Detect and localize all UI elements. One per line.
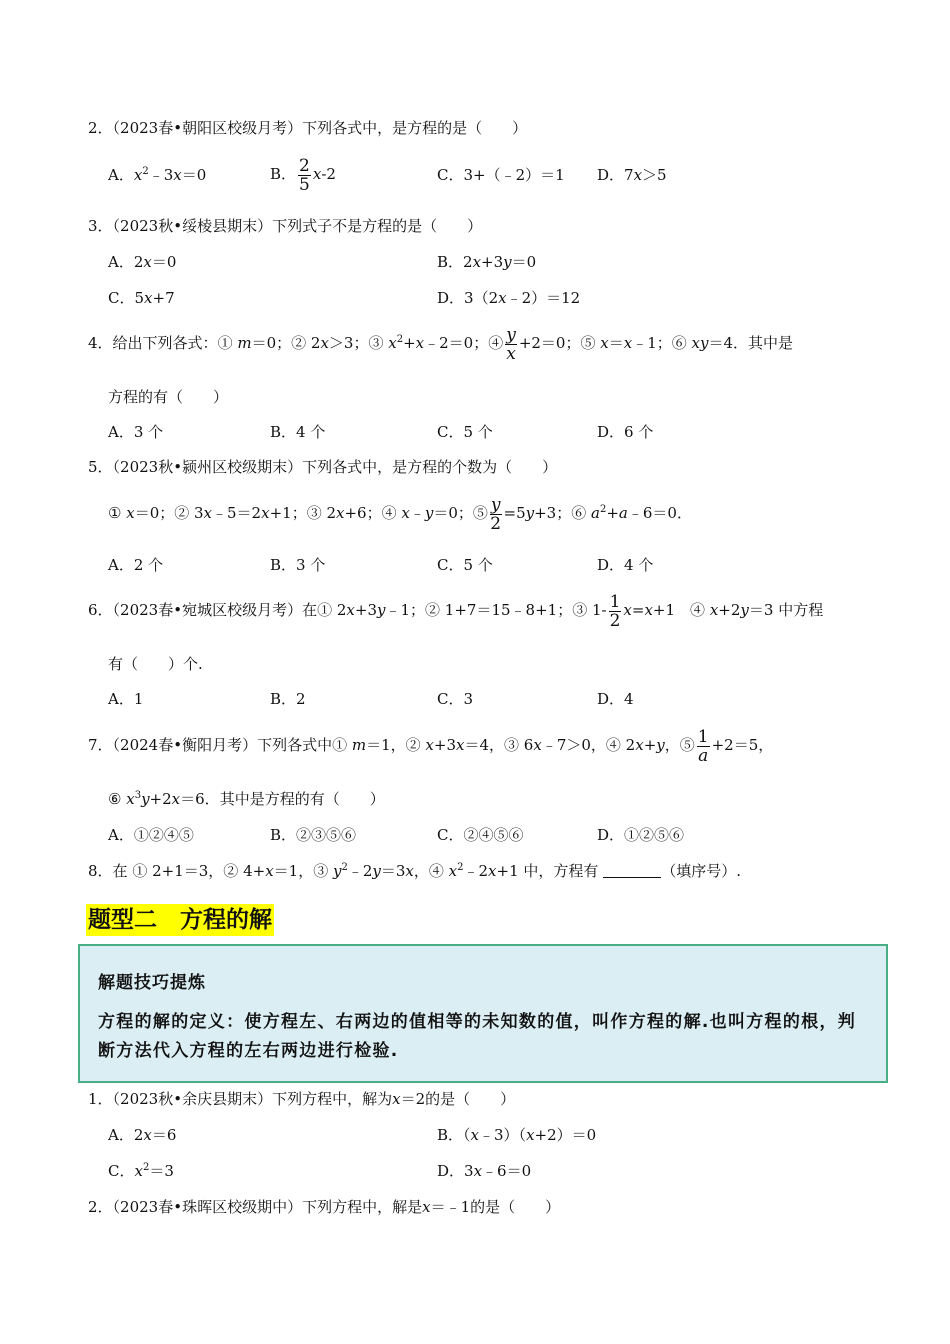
q2-option-c[interactable]	[437, 165, 565, 185]
p2-text-tail: 的是（ ）	[470, 1198, 561, 1216]
p1-option-d[interactable]: D．3x﹣6＝0	[437, 1162, 532, 1180]
q4-option-a[interactable]	[108, 422, 163, 442]
q3-option-a[interactable]: A．2x＝0	[108, 253, 177, 271]
q3-option-b[interactable]: B．2x+3y＝0	[437, 253, 537, 271]
option-text: A．2 个	[108, 556, 164, 574]
q5-option-a[interactable]	[108, 555, 163, 575]
q7-option-b[interactable]	[270, 825, 356, 845]
q5-option-d[interactable]	[597, 555, 653, 575]
q5-stem	[88, 457, 557, 477]
q6-line2	[108, 654, 203, 674]
p1-number: 1．	[88, 1090, 113, 1108]
option-text: C．5 个	[437, 556, 493, 574]
fraction: $\frac{y}{x}$	[506, 324, 516, 364]
q7-source: （2024春•衡阳月考）	[112, 736, 258, 754]
q4-text: 给出下列各式：	[112, 334, 218, 352]
section-heading: 题型二 方程的解	[86, 904, 274, 936]
q2-option-d[interactable]: D．7x＞5	[597, 166, 667, 184]
option-label: A．	[108, 1126, 134, 1144]
p1-option-a[interactable]: A．2x＝6	[108, 1126, 177, 1144]
option-text: B．2	[270, 690, 306, 708]
option-label: B．	[437, 1126, 464, 1144]
q6-text-cont: 有（ ）个.	[108, 655, 203, 673]
q4-option-b[interactable]	[270, 422, 325, 442]
option-label: B．	[270, 165, 297, 183]
q8-tail: 中，方程有	[523, 862, 599, 880]
tip-text: 方程的解的定义：使方程左、右两边的值相等的未知数的值，叫作方程的解.也叫方程的根，判断方法代入方程的左右两边进行检验.	[98, 1012, 857, 1061]
option-text: B．②③⑤⑥	[270, 826, 357, 844]
p1-stem: 1．（2023秋•余庆县期末）下列方程中，解为x＝2的是（ ）	[88, 1090, 516, 1108]
tip-box	[78, 944, 888, 1083]
q4-option-c[interactable]	[437, 422, 493, 442]
p1-option-c[interactable]: C．$x^2=3$	[108, 1162, 174, 1180]
fraction: $\frac{1}{2}$	[609, 591, 621, 631]
q6-number: 6．	[88, 601, 113, 619]
q4-number: 4．	[88, 334, 113, 352]
q7-option-d[interactable]	[597, 825, 684, 845]
q2-stem	[88, 118, 527, 138]
q3-option-d[interactable]: D．3（2x﹣2）＝12	[437, 289, 581, 307]
q2-option-b[interactable]: B． $\frac{2}{5}$ x-2	[270, 155, 336, 195]
q7-number: 7．	[88, 736, 113, 754]
q5-text: 下列各式中，是方程的个数为（ ）	[302, 458, 558, 476]
option-text: D．6 个	[597, 423, 654, 441]
q8-stem: 8．在 ① 2+1＝3，② 4+x＝1，③ $y^2﹣2y=3x$，④ $x^2﹣2x+1$ 中，方程有 （填序号）.	[88, 862, 741, 880]
option-label: C．	[108, 289, 135, 307]
option-label: A．	[108, 253, 134, 271]
option-label: D．	[437, 289, 465, 307]
option-label: A．	[108, 166, 134, 184]
q4-stem: 4．给出下列各式：① m＝0；② 2x＞3；③ $x^2+x﹣2=0$；④ $\frac{y}{x}$ +2＝0；⑤ x＝x﹣1；⑥ xy＝4．其中是	[88, 324, 794, 364]
option-text: C．②④⑤⑥	[437, 826, 524, 844]
p1-text: 下列方程中，解为	[272, 1090, 393, 1108]
p1-option-b[interactable]: B．（x﹣3）（x+2）＝0	[437, 1126, 597, 1144]
option-text: A．3 个	[108, 423, 164, 441]
q5-option-c[interactable]	[437, 555, 493, 575]
q7-text: 下列各式中	[257, 736, 333, 754]
q6-tail: 中方程	[778, 601, 824, 619]
fraction	[298, 157, 311, 194]
q3-option-c[interactable]: C．5x+7	[108, 289, 175, 307]
p2-text: 下列方程中，解是	[302, 1198, 423, 1216]
q2-text: 下列各式中，是方程的是（ ）	[302, 119, 528, 137]
q7-line2: ⑥ $x^3y+2x=6$．其中是方程的有（ ）	[108, 790, 385, 808]
q3-source: （2023秋•绥棱县期末）	[112, 217, 273, 235]
option-text: B．4 个	[270, 423, 326, 441]
q8-text: 在	[112, 862, 128, 880]
q2-option-a[interactable]: A．$x^2﹣3x=0$	[108, 166, 207, 184]
fraction: $\frac{y}{2}$	[490, 494, 502, 534]
option-text: C．5 个	[437, 423, 493, 441]
option-label: D．	[437, 1162, 465, 1180]
q4-option-d[interactable]	[597, 422, 653, 442]
q2-number: 2．	[88, 119, 113, 137]
p2-source: （2023春•珠晖区校级期中）	[112, 1198, 303, 1216]
option-text: D．①②⑤⑥	[597, 826, 685, 844]
q6-option-a[interactable]	[108, 689, 143, 709]
answer-blank[interactable]	[603, 863, 661, 878]
q6-text: 在	[302, 601, 318, 619]
q3-stem	[88, 216, 482, 236]
option-text: D．4 个	[597, 556, 654, 574]
q4-text-cont: 方程的有（ ）	[108, 388, 229, 406]
option-label: D．	[597, 166, 625, 184]
q7-stem: 7．（2024春•衡阳月考）下列各式中① m＝1，② x+3x＝4，③ 6x﹣7＞0，④ 2x+y，⑤ $\frac{1}{a}$ +2＝5，	[88, 726, 774, 766]
q7-text-cont: 其中是方程的有（ ）	[219, 790, 385, 808]
q2-source: （2023春•朝阳区校级月考）	[112, 119, 303, 137]
q4-line2	[108, 387, 228, 407]
q6-source: （2023春•宛城区校级月考）	[112, 601, 303, 619]
q6-option-b[interactable]	[270, 689, 306, 709]
tip-title: 解题技巧提炼	[98, 973, 206, 993]
p1-text-tail: 的是（ ）	[425, 1090, 516, 1108]
q7-option-a[interactable]	[108, 825, 194, 845]
fraction: $\frac{1}{a}$	[697, 726, 709, 766]
q7-option-c[interactable]	[437, 825, 523, 845]
option-label: B．	[437, 253, 464, 271]
q5-option-b[interactable]	[270, 555, 325, 575]
q4-tail: 其中是	[748, 334, 794, 352]
q6-option-c[interactable]	[437, 689, 473, 709]
p2-number: 2．	[88, 1198, 113, 1216]
q5-source: （2023秋•颍州区校级期末）	[112, 458, 303, 476]
denominator: 5	[299, 174, 310, 195]
q6-option-d[interactable]	[597, 689, 634, 709]
option-text: C．3	[437, 690, 474, 708]
option-label: C．	[108, 1162, 135, 1180]
option-text: A．①②④⑤	[108, 826, 194, 844]
q6-stem: 6．（2023春•宛城区校级月考）在① 2x+3y﹣1；② 1+7＝15﹣8+1；③ 1- $\frac{1}{2}$ x=x+1 ④ x+2y＝3 中方程	[88, 591, 824, 631]
q3-number: 3．	[88, 217, 113, 235]
q8-number: 8．	[88, 862, 113, 880]
option-text: D．4	[597, 690, 634, 708]
option-text: 3+（﹣2）＝1	[463, 166, 565, 184]
numerator: 2	[299, 155, 310, 176]
option-text: A．1	[108, 690, 144, 708]
p2-stem: 2．（2023春•珠晖区校级期中）下列方程中，解是x＝﹣1的是（ ）	[88, 1198, 561, 1216]
option-text: B．3 个	[270, 556, 326, 574]
q5-items: ① x＝0；② 3x﹣5＝2x+1；③ 2x+6；④ x﹣y＝0；⑤ $\frac{y}{2}$ =5y+3；⑥ $a^2+a﹣6=0$．	[108, 494, 692, 534]
q5-number: 5．	[88, 458, 113, 476]
q3-text: 下列式子不是方程的是（ ）	[272, 217, 483, 235]
q8-after-blank: （填序号）.	[661, 862, 741, 880]
option-label: C．	[437, 166, 464, 184]
p1-source: （2023秋•余庆县期末）	[112, 1090, 273, 1108]
